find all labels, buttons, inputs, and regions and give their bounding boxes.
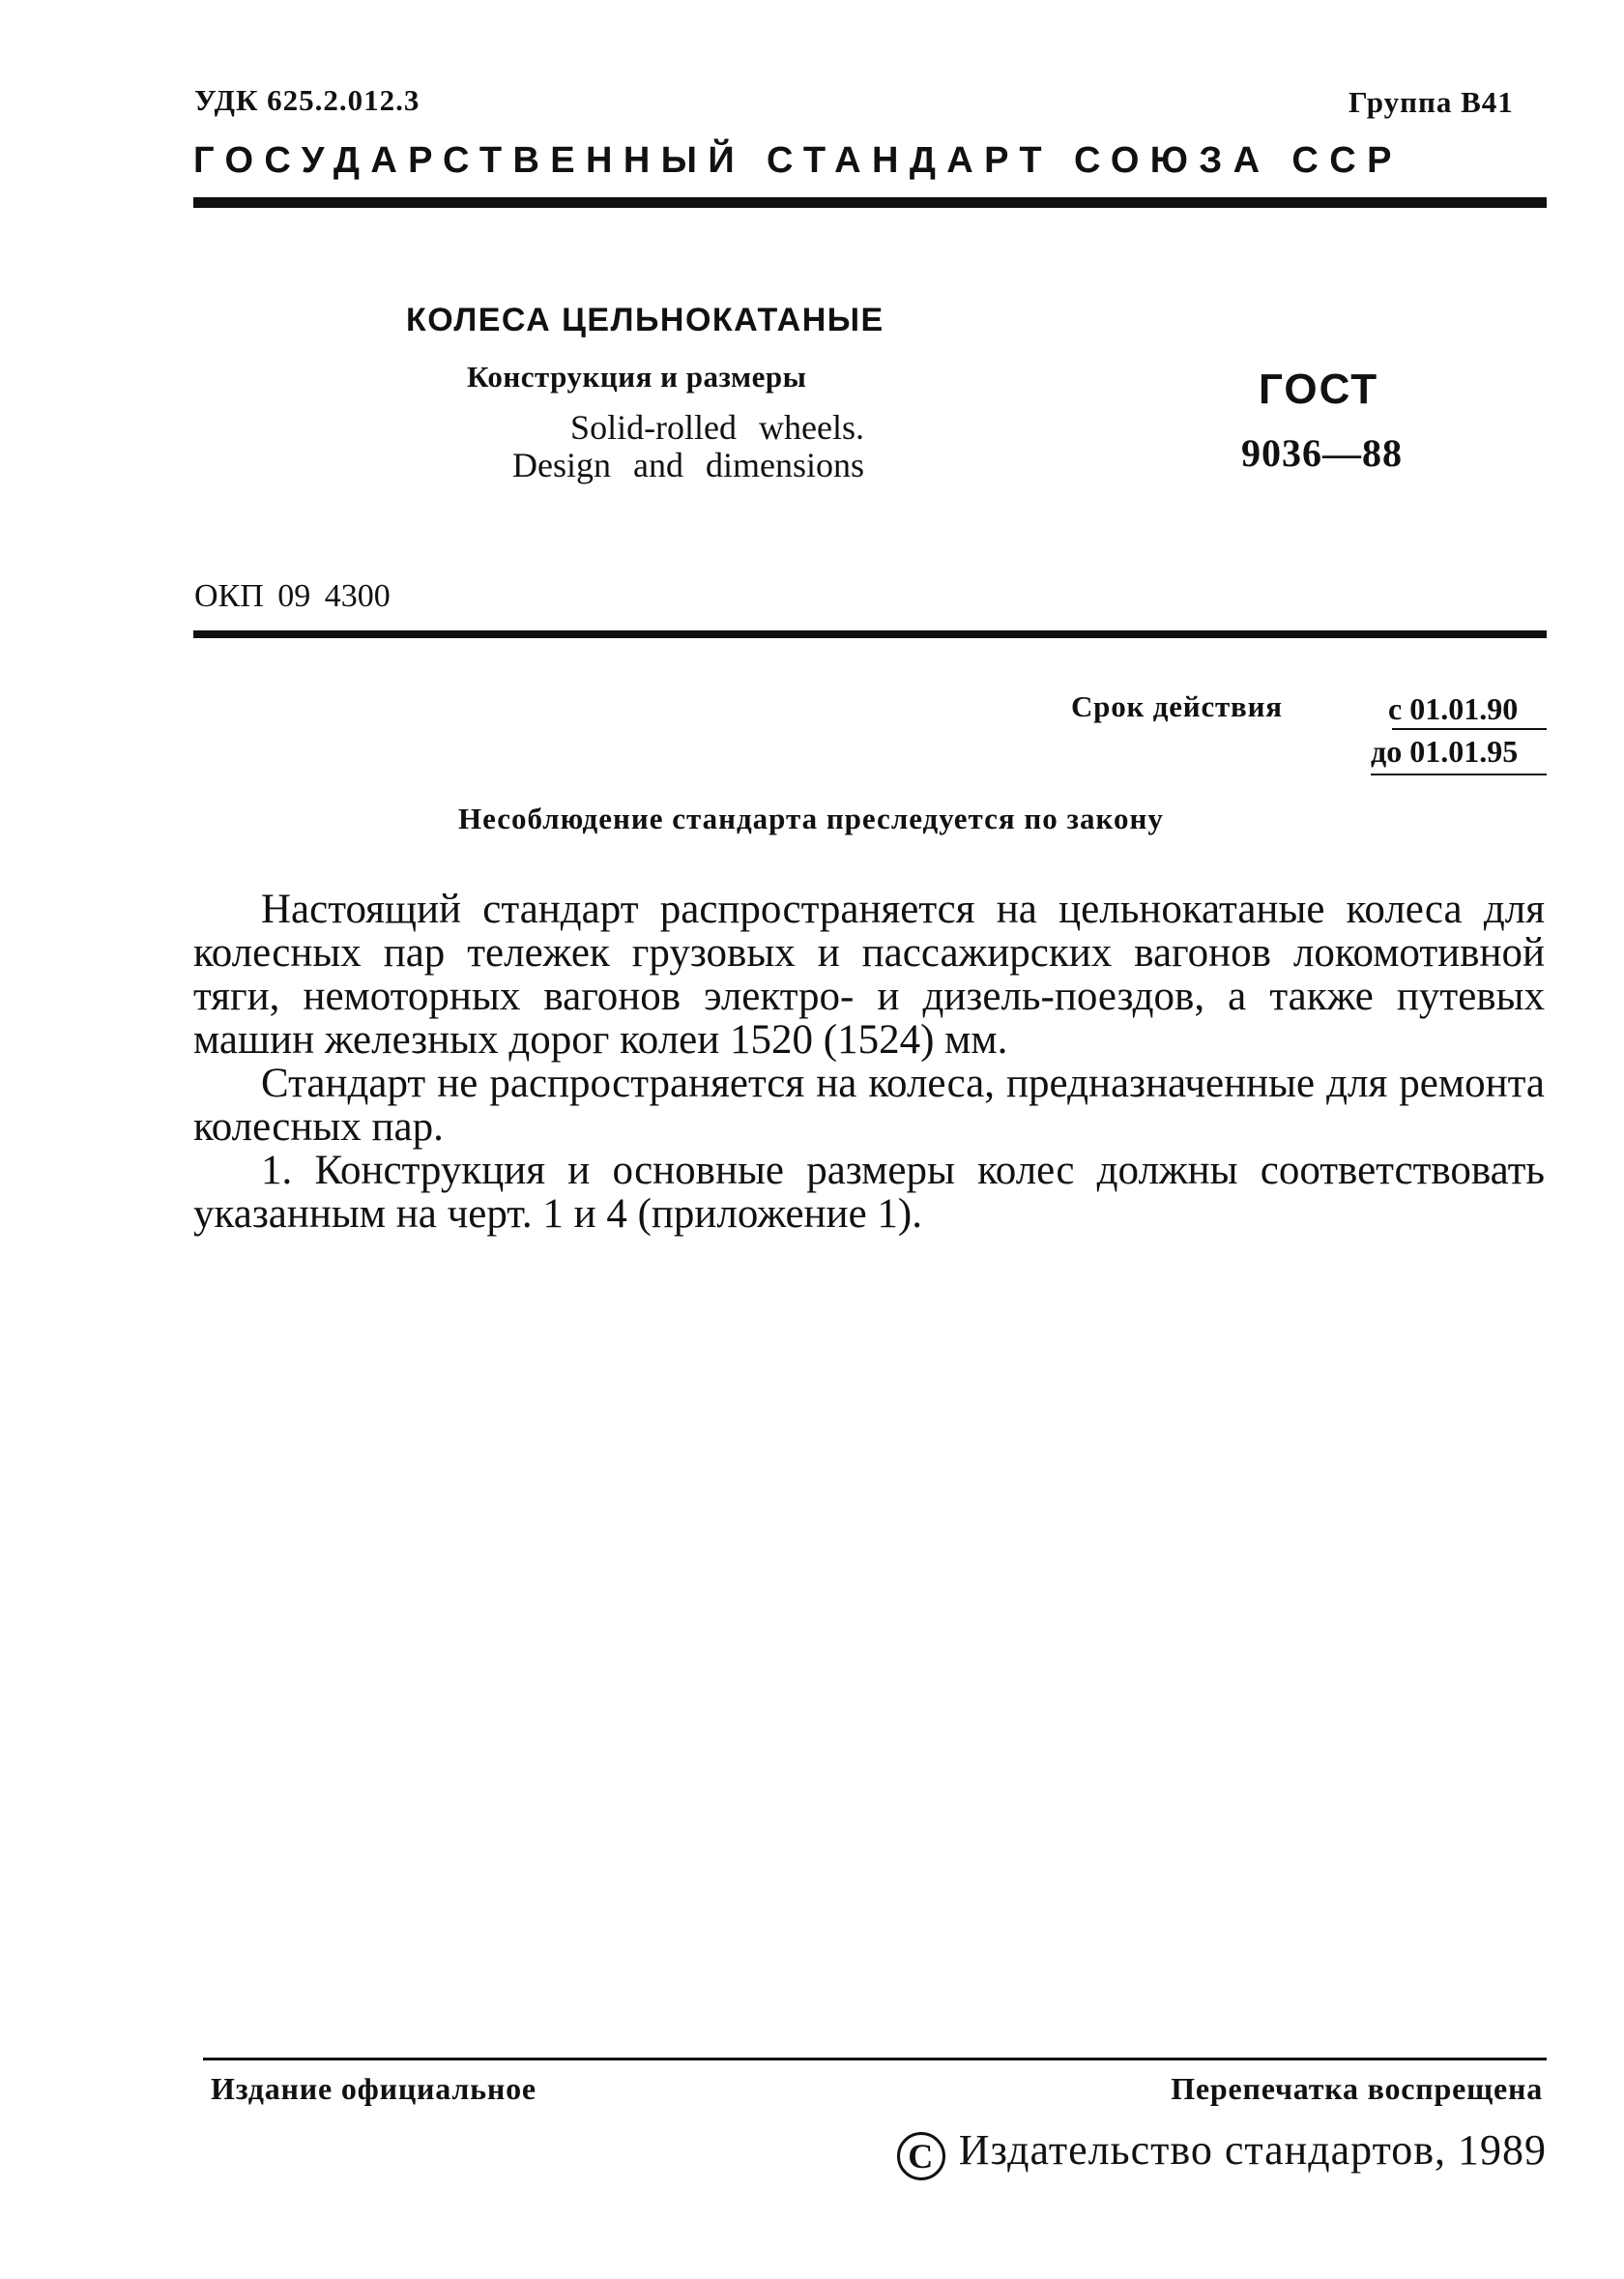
state-standard-banner: ГОСУДАРСТВЕННЫЙ СТАНДАРТ СОЮЗА ССР [193,140,1403,181]
english-title-line-1: Solid-rolled wheels. [570,408,864,447]
english-title [512,409,864,484]
okp-code: ОКП 09 4300 [194,578,391,614]
group-code: Группа В41 [1348,85,1514,119]
footer-rule [203,2058,1547,2060]
copyright-text: Издательство стандартов, 1989 [958,2126,1547,2174]
copyright-line [897,2125,1547,2180]
reprint-prohibited-label: Перепечатка воспрещена [1171,2071,1543,2106]
validity-underline-2 [1371,774,1547,775]
english-title-line-2: Design and dimensions [512,446,864,484]
body-paragraph-clause-1: 1. Конструкция и основные размеры колес должны соответствовать указанным на черт. 1 и 4 (приложение 1). [193,1148,1545,1237]
validity-term-dates [1371,687,1518,773]
gost-label: ГОСТ [1259,365,1379,413]
official-edition-label: Издание официальное [211,2071,536,2106]
body-text [193,888,1545,1236]
document-subtitle: Конструкция и размеры [467,360,807,394]
validity-from: с 01.01.90 [1387,691,1519,726]
banner-rule [193,197,1547,208]
gost-number: 9036—88 [1241,431,1403,475]
validity-term-label: Срок действия [1071,689,1283,723]
legal-notice: Несоблюдение стандарта преследуется по закону [458,802,1164,835]
body-paragraph-scope: Настоящий стандарт распространяется на цельнокатаные колеса для колесных пар тележек грузовых и пассажирских вагонов локомотивной тяги, немоторных вагонов электро- и дизель-поездов, а также путевых машин железных дорог колеи 1520 (1524) мм. [193,887,1545,1063]
okp-rule [193,630,1547,638]
body-paragraph-exclusion: Стандарт не распространяется на колеса, предназначенные для ремонта колесных пар. [193,1061,1545,1150]
udk-code: УДК 625.2.012.3 [194,83,420,117]
copyright-icon: C [897,2132,945,2180]
validity-to: до 01.01.95 [1371,734,1519,769]
validity-underline-1 [1392,728,1547,730]
document-title: КОЛЕСА ЦЕЛЬНОКАТАНЫЕ [406,302,884,338]
